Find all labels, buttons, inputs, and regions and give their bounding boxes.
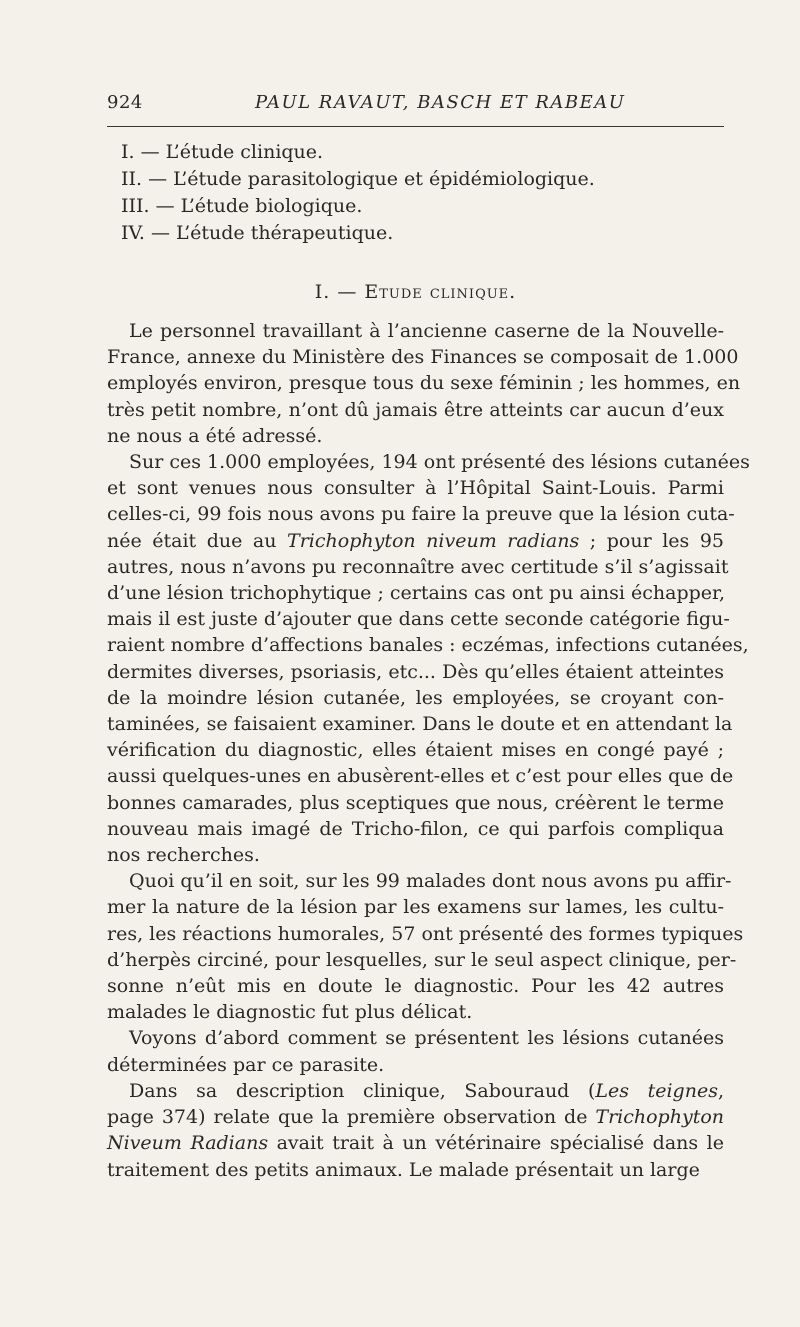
paragraph: [107, 868, 744, 1025]
outline-item: II. — L’étude parasitologique et épidémiologique.: [121, 168, 595, 190]
text-line: de la moindre lésion cutanée, les employées, se croyant con-: [107, 686, 724, 709]
text-line: Sur ces 1.000 employées, 194 ont présenté des lésions cutanées: [129, 451, 750, 474]
text-line: nouveau mais imagé de Tricho-filon, ce qui parfois compliqua: [107, 817, 724, 840]
text-line: d’une lésion trichophytique ; certains cas ont pu ainsi échapper,: [107, 582, 726, 605]
text-line: dermites diverses, psoriasis, etc... Dès qu’elles étaient atteintes: [107, 660, 724, 683]
running-head: PAUL RAVAUT, BASCH ET RABEAU: [255, 92, 626, 113]
text-line: et sont venues nous consulter à l’Hôpital Saint-Louis. Parmi: [107, 477, 724, 500]
text-line: res, les réactions humorales, 57 ont présenté des formes typiques: [107, 922, 744, 945]
text-line: employés environ, presque tous du sexe féminin ; les hommes, en: [107, 372, 741, 395]
text-line: ne nous a été adressé.: [107, 424, 323, 447]
text-line: Le personnel travaillant à l’ancienne caserne de la Nouvelle-: [129, 320, 724, 342]
paragraph: [107, 1078, 724, 1183]
outline-list: [121, 139, 721, 247]
outline-item: III. — L’étude biologique.: [121, 195, 363, 217]
text-line: née était due au Trichophyton niveum radians ; pour les 95: [107, 529, 725, 552]
outline-item: IV. — L’étude thérapeutique.: [121, 222, 394, 244]
text-line: France, annexe du Ministère des Finances se composait de 1.000: [107, 346, 739, 369]
text-line: nos recherches.: [107, 844, 260, 867]
text-line: d’herpès circiné, pour lesquelles, sur le seul aspect clinique, per-: [107, 948, 737, 971]
header-rule: [107, 126, 724, 127]
body-text: [107, 318, 750, 1183]
text-line: très petit nombre, n’ont dû jamais être atteints car aucun d’eux: [107, 398, 724, 421]
text-line: déterminées par ce parasite.: [107, 1053, 385, 1076]
text-line: aussi quelques-unes en abusèrent-elles et c’est pour elles que de: [107, 765, 734, 788]
text-line: Dans sa description clinique, Sabouraud (Les teignes,: [129, 1079, 724, 1102]
page-number: 924: [107, 92, 143, 113]
text-line: raient nombre d’affections banales : eczémas, infections cutanées,: [107, 634, 749, 657]
paragraph: [107, 449, 750, 868]
text-line: sonne n’eût mis en doute le diagnostic. Pour les 42 autres: [107, 975, 724, 998]
text-line: Voyons d’abord comment se présentent les lésions cutanées: [129, 1027, 724, 1050]
text-line: malades le diagnostic fut plus délicat.: [107, 1001, 473, 1024]
paragraph: [107, 1025, 724, 1077]
outline-item: I. — L’étude clinique.: [121, 141, 324, 163]
text-line: celles-ci, 99 fois nous avons pu faire la preuve que la lésion cuta-: [107, 503, 735, 526]
paragraph: [107, 318, 741, 449]
text-line: Niveum Radians avait trait à un vétérinaire spécialisé dans le: [107, 1132, 724, 1155]
text-line: bonnes camarades, plus sceptiques que nous, créèrent le terme: [107, 791, 724, 814]
section-title: I. — Etude clinique.: [314, 281, 517, 303]
text-line: mais il est juste d’ajouter que dans cette seconde catégorie figu-: [107, 608, 730, 631]
text-line: autres, nous n’avons pu reconnaître avec certitude s’il s’agissait: [107, 555, 729, 578]
text-line: mer la nature de la lésion par les examens sur lames, les cultu-: [107, 896, 724, 919]
text-line: page 374) relate que la première observation de Trichophyton: [107, 1106, 724, 1129]
text-line: Quoi qu’il en soit, sur les 99 malades dont nous avons pu affir-: [129, 870, 732, 893]
page-header: [107, 90, 724, 116]
text-line: traitement des petits animaux. Le malade présentait un large: [107, 1158, 700, 1181]
text-line: taminées, se faisaient examiner. Dans le doute et en attendant la: [107, 713, 733, 736]
text-line: vérification du diagnostic, elles étaient mises en congé payé ;: [107, 739, 724, 762]
